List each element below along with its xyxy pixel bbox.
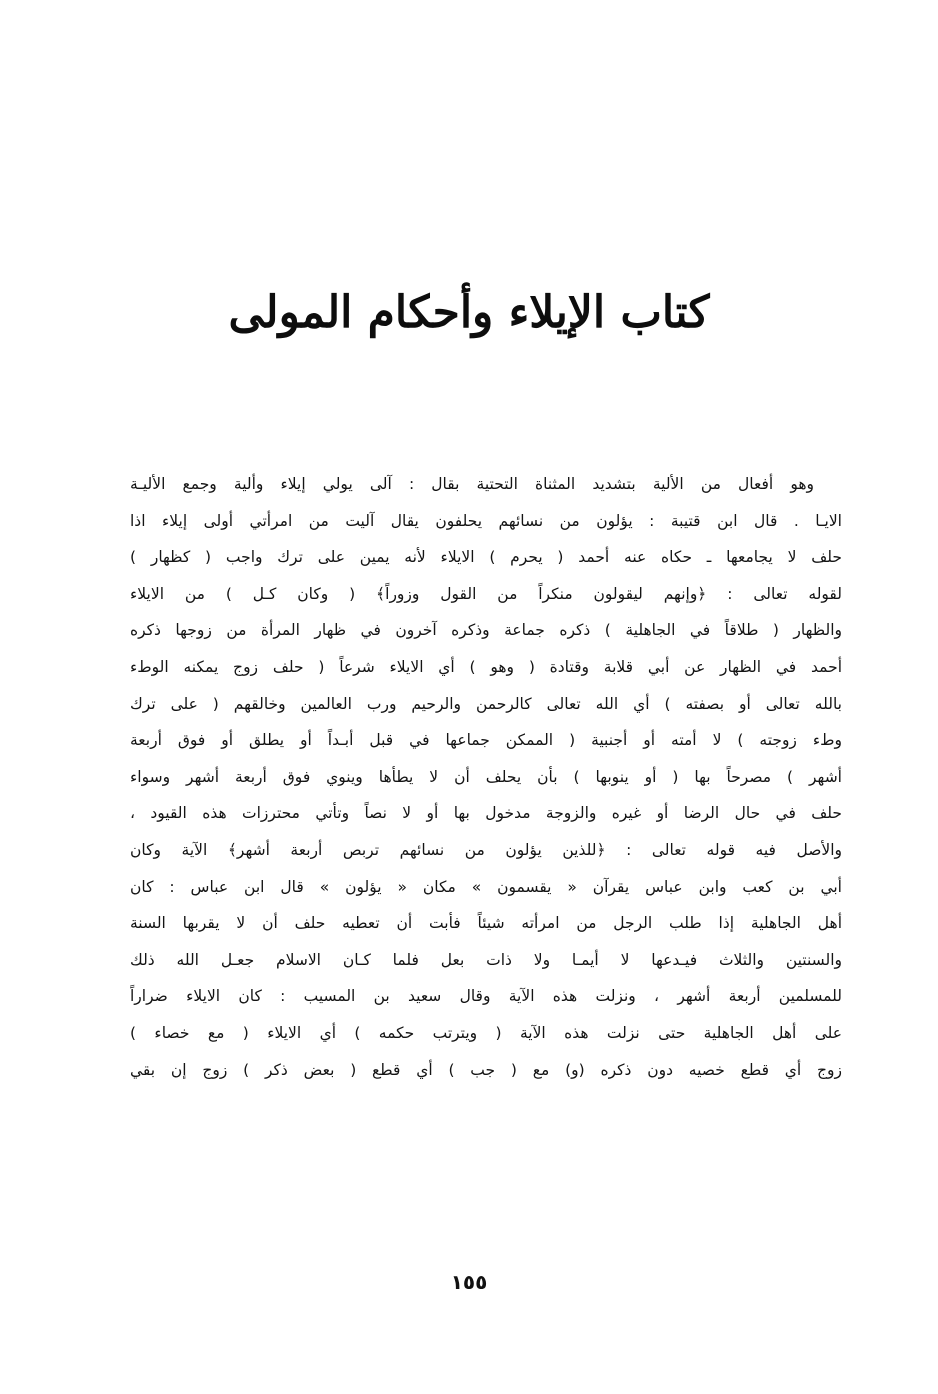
text-line: حلف في حال الرضا أو غيره والزوجة مدخول بها أو لا نصاً وتأتي محترزات هذه القيود ، — [130, 804, 842, 823]
chapter-title: كتاب الإيلاء وأحكام المولى — [228, 287, 710, 338]
text-line: والأصل فيه قوله تعالى : ﴿للذين يؤلون من نسائهم تربص أربعة أشهر﴾ الآية وكان — [130, 840, 842, 859]
text-line: أبي بن كعب وابن عباس يقرآن « يقسمون » مكان « يؤلون » قال ابن عباس : كان — [130, 877, 842, 896]
text-line: أهل الجاهلية إذا طلب الرجل من امرأته شيئاً فأبت أن تعطيه حلف أن لا يقربها السنة — [130, 914, 842, 933]
text-line: لقوله تعالى : ﴿وإنهم ليقولون منكراً من القول وزوراً﴾ ( وكان كـل ) من الايلاء — [130, 584, 842, 603]
text-line: والظهار ( طلاقاً في الجاهلية ) ذكره جماعة وذكره آخرون في ظهار المرأة من زوجها ذكره — [130, 621, 842, 640]
text-line: وطء زوجته ) لا أمته أو أجنبية ( الممكن جماعها في قبل أبـداً أو يطلق أو فوق أربعة — [130, 731, 842, 750]
text-line: حلف لا يجامعها ـ حكاه عنه أحمد ( يحرم ) الايلاء لأنه يمين على ترك واجب ( كظهار ) — [130, 548, 842, 567]
text-line: أشهر ) مصرحاً بها ( أو ينوبها ) بأن يحلف أن لا يطأها وينوي فوق أربعة أشهر وسواء — [130, 767, 842, 786]
text-line: الايـا . قال ابن قتيبة : يؤلون من نسائهم يحلفون يقال آليت من امرأتي أولى إيلاء اذا — [130, 511, 842, 530]
text-line: والسنتين والثلاث فيـدعها لا أيمـا ولا ذات بعل فلما كـان الاسلام جعـل الله ذلك — [130, 950, 842, 969]
text-line: للمسلمين أربعة أشهر ، ونزلت هذه الآية وقال سعيد بن المسيب : كان الايلاء ضراراً — [130, 987, 842, 1006]
text-line: زوج أي قطع خصيه دون ذكره (و) مع ( جب ) أي قطع ( بعض ذكر ) زوج إن بقي — [130, 1060, 842, 1079]
page-number: ١٥٥ — [450, 1270, 488, 1294]
body-text — [130, 466, 842, 1088]
text-line: وهو أفعال من الألية بتشديد المثناة التحتية بقال : آلى يولي إيلاء وألية وجمع الأليـة — [130, 475, 814, 493]
text-line: أحمد في الظهار عن أبي قلابة وقتادة ( وهو ) أي الايلاء شرعاً ( حلف زوج يمكنه الوطء — [130, 657, 842, 676]
text-line: على أهل الجاهلية حتى نزلت هذه الآية ( ويترتب حكمه ) أي الايلاء ( مع خصاء ) — [130, 1023, 842, 1042]
text-line: بالله تعالى أو بصفته ) أي الله تعالى كالرحمن والرحيم ورب العالمين وخالقهم ( على ترك — [130, 694, 842, 713]
